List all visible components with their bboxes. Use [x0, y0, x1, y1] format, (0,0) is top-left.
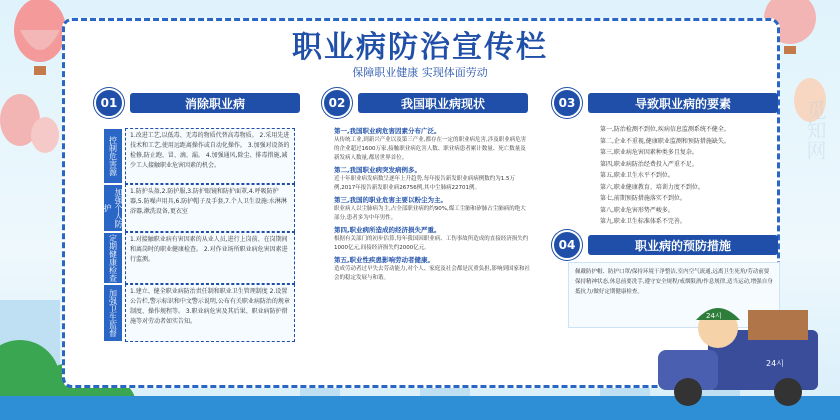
section-header-2	[322, 92, 528, 114]
category-block-supervision	[108, 284, 295, 342]
status-item: 第一,我国职业病危害因素分布广泛。 从传统工业,到新兴产业以及第三产业,都存在一定的职业病危害,涉及职业病危害的企业超过1600万家,接触职业病危害人数、职业病患者累计数量、死亡数量及新发病人数量,都居世界首位。	[334, 127, 527, 161]
section-header-4	[552, 234, 778, 256]
factor-item: 第七,前期预防措施落实不到位。	[600, 195, 686, 202]
truck-side-text: 24시	[766, 359, 784, 368]
category-label: 加强卫生监督	[104, 285, 122, 341]
category-label: 控制危害源	[104, 129, 122, 183]
status-list	[334, 124, 530, 283]
status-item: 第五,职业性疾患影响劳动者健康。 造成劳动者过早失去劳动能力,对个人、家庭及社会都是沉重负担,影响到国家和社会的稳定发展与和谐。	[334, 256, 530, 281]
factor-item: 第四,职业病防治经费投入严重不足。	[600, 160, 698, 168]
factor-item: 第五,职业卫生水平不到位。	[600, 172, 674, 179]
section-title: 职业病的预防措施	[588, 235, 778, 255]
factor-item: 第八,职业危害形势严峻多。	[600, 206, 674, 214]
section-number: 04	[552, 230, 582, 260]
category-text: 1.建立、健全职业病防治责任制和职业卫生管理制度 2.设置公告栏,警示标识和中文警示说明,公布有关职业病防治的规章制度、操作规程等。 3.职业病危害及其后果、职业病防护措施等对劳动者如实告知。	[130, 288, 290, 325]
category-block-health-check	[108, 232, 295, 284]
page-subtitle: 保障职业健康 实现体面劳动	[352, 66, 488, 79]
section-number: 01	[94, 88, 124, 118]
watermark-text: 觅知网	[803, 100, 827, 160]
section-header-1	[94, 92, 300, 114]
status-item: 第三,我国的职业危害主要以粉尘为主。 职业病人以尘肺病为主,占全部职业病的约90%,煤工尘肺和矽肺占尘肺病的绝大部分,患者多为中年男性。	[334, 196, 526, 221]
truck-wheel	[774, 378, 802, 406]
status-item: 第二,我国职业病突发病例多。 近十年职业病发病数呈逐年上升趋势,每年报告新发职业病病例数约为1.5万例,2017年报告新发职业病26756例,其中尘肺病22701例。	[334, 166, 515, 191]
section-number: 02	[322, 88, 352, 118]
category-text: 1.改进工艺,以低毒、无毒的物质代替高毒物质。 2.采用先进技术和工艺,使用远距离操作或自动化操作。 3.加强对设备的检修,防止跑、冒、滴、漏。 4.加强通风,除尘、排毒措施,减少工人接触职业危害因素的机会。	[130, 132, 290, 169]
category-label: 定期健康检查	[104, 233, 122, 283]
truck-wheel	[674, 378, 702, 406]
factor-item: 第九,职业卫生标准体系不完善。	[600, 218, 686, 225]
category-text: 1.对接触职业病有害因素的从业人员,进行上岗前、在岗期间和离岗时的职业健康检查。 2.对作业场所职业病危害因素进行监测。	[130, 236, 288, 263]
balloon-icon	[31, 117, 59, 153]
section-number: 03	[552, 88, 582, 118]
delivery-truck-illustration	[648, 300, 828, 415]
status-item: 第四,职业病所造成的经济损失严重。 根据有关部门的初步估算,每年我国因职业病、工伤事故所造成的直接经济损失约1000亿元,间接经济损失约2000亿元。	[334, 226, 529, 251]
page-title: 职业病防治宣传栏	[292, 30, 548, 65]
factor-item: 第六,职业健康教育、培训力度不到位。	[600, 183, 704, 191]
category-block-control	[108, 128, 295, 184]
section-title: 我国职业病现状	[358, 93, 528, 113]
section-title: 导致职业病的要素	[588, 93, 778, 113]
factor-list	[600, 124, 770, 228]
section-title: 消除职业病	[130, 93, 300, 113]
category-label: 加强个人防护	[104, 185, 122, 231]
prevention-text: 佩戴防护帽、防护口罩/保持环境干净整洁,室内空气流通,远离卫生死角/劳动前要保持精神状态,休息前要洗手,遵守安全规程/戒烟限酒/作息规律,适当运动,增强自身抵抗力/做好定期健康检查。	[575, 269, 773, 295]
factor-item: 第一,防治检测不到位,疾病信息监测系统不健全。	[600, 126, 730, 133]
factor-item: 第三,职业病危害因素种类多且复杂。	[600, 149, 698, 156]
section-header-3	[552, 92, 778, 114]
cap-text: 24시	[706, 312, 722, 320]
category-text: 1.防护头盔,2.防护服,3.防护眼镜和防护面罩,4.呼吸防护器,5.防噪声用具,6.防护帽子及手套,7.个人卫生设施:水淋淋浴器,漱洗设备,更衣室	[130, 188, 287, 215]
factor-item: 第二,企业不重视,健康职业监测和预防措施缺失。	[600, 137, 730, 145]
category-block-protection	[103, 184, 295, 232]
cargo-boxes	[748, 310, 808, 340]
